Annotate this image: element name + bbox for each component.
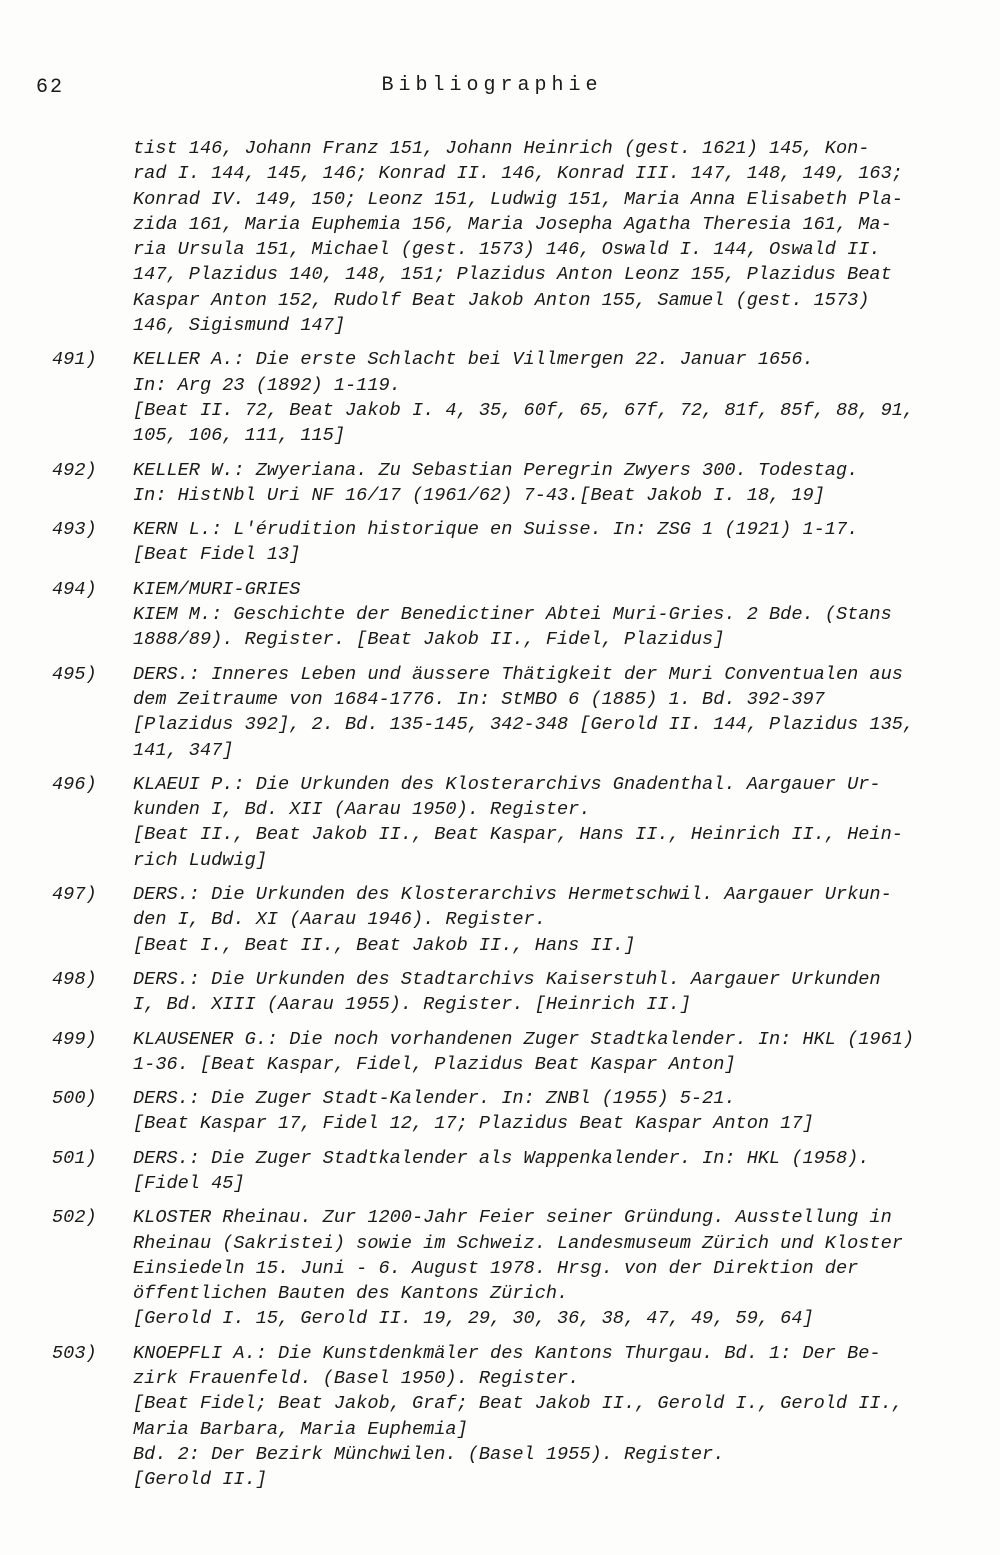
- entry-line: Einsiedeln 15. Juni - 6. August 1978. Hrsg. von der Direktion der: [133, 1257, 859, 1279]
- page-number: 62: [36, 76, 65, 99]
- entry-line: dem Zeitraume von 1684-1776. In: StMBO 6 (1885) 1. Bd. 392-397: [133, 688, 825, 710]
- entry-row: [0, 577, 1000, 653]
- entry-line: den I, Bd. XI (Aarau 1946). Register.: [133, 909, 546, 931]
- entry-lines: [133, 882, 1000, 958]
- entry-lines: [133, 1086, 1000, 1137]
- entry-line: [Beat Fidel 13]: [133, 544, 301, 566]
- entry-line: I, Bd. XIII (Aarau 1955). Register. [Heinrich II.]: [133, 994, 691, 1016]
- entry-line: KERN L.: L'érudition historique en Suisse. In: ZSG 1 (1921) 1-17.: [133, 519, 859, 541]
- entry-line: [Beat Fidel; Beat Jakob, Graf; Beat Jakob II., Gerold I., Gerold II.,: [133, 1393, 903, 1415]
- entry-line: Rheinau (Sakristei) sowie im Schweiz. Landesmuseum Zürich und Kloster: [133, 1232, 903, 1254]
- entry-row: [0, 347, 1000, 448]
- entry-number: 497): [52, 884, 97, 906]
- entry-line: [Fidel 45]: [133, 1172, 245, 1194]
- entry-number: 496): [52, 773, 97, 795]
- entry-number: 501): [52, 1147, 97, 1169]
- entry-line: zirk Frauenfeld. (Basel 1950). Register.: [133, 1368, 580, 1390]
- entry-lines: [133, 967, 1000, 1018]
- entry-lines: [133, 1027, 1000, 1078]
- entry-line: Kaspar Anton 152, Rudolf Beat Jakob Anton 155, Samuel (gest. 1573): [133, 289, 870, 311]
- entry-line: [Gerold II.]: [133, 1469, 267, 1491]
- entry-line: [Beat II., Beat Jakob II., Beat Kaspar, Hans II., Heinrich II., Hein-: [133, 824, 903, 846]
- entry-line: 147, Plazidus 140, 148, 151; Plazidus Anton Leonz 155, Plazidus Beat: [133, 264, 892, 286]
- entry-line: [Beat Kaspar 17, Fidel 12, 17; Plazidus Beat Kaspar Anton 17]: [133, 1113, 814, 1135]
- entry-row: [0, 1027, 1000, 1078]
- entry-lines: [133, 347, 1000, 448]
- entry-number: 502): [52, 1207, 97, 1229]
- entry-line: Konrad IV. 149, 150; Leonz 151, Ludwig 151, Maria Anna Elisabeth Pla-: [133, 188, 903, 210]
- entry-line: 105, 106, 111, 115]: [133, 425, 346, 447]
- entry-line: KLAUSENER G.: Die noch vorhandenen Zuger Stadtkalender. In: HKL (1961): [133, 1028, 915, 1050]
- entry-row: [0, 458, 1000, 509]
- entry-line: DERS.: Inneres Leben und äussere Thätigkeit der Muri Conventualen aus: [133, 663, 903, 685]
- page-header: [0, 74, 1000, 104]
- entry-line: DERS.: Die Zuger Stadtkalender als Wappenkalender. In: HKL (1958).: [133, 1147, 870, 1169]
- entry-lines: [133, 1146, 1000, 1197]
- entry-line: Maria Barbara, Maria Euphemia]: [133, 1418, 468, 1440]
- entry-number: [0, 136, 133, 338]
- entry-row: [0, 662, 1000, 763]
- entry-line: KELLER W.: Zwyeriana. Zu Sebastian Peregrin Zwyers 300. Todestag.: [133, 459, 859, 481]
- entry-line: zida 161, Maria Euphemia 156, Maria Josepha Agatha Theresia 161, Ma-: [133, 213, 892, 235]
- entry-line: KNOEPFLI A.: Die Kunstdenkmäler des Kantons Thurgau. Bd. 1: Der Be-: [133, 1342, 881, 1364]
- entry-line: In: Arg 23 (1892) 1-119.: [133, 374, 401, 396]
- entry-lines: [133, 458, 1000, 509]
- entry-line: [Plazidus 392], 2. Bd. 135-145, 342-348 [Gerold II. 144, Plazidus 135,: [133, 714, 915, 736]
- entry-lines: [133, 1341, 1000, 1493]
- entry-number: 498): [52, 968, 97, 990]
- entry-line: ria Ursula 151, Michael (gest. 1573) 146, Oswald I. 144, Oswald II.: [133, 239, 881, 261]
- entry-line: KIEM M.: Geschichte der Benedictiner Abtei Muri-Gries. 2 Bde. (Stans: [133, 604, 892, 626]
- entry-number: 492): [52, 459, 97, 481]
- entry-line: tist 146, Johann Franz 151, Johann Heinrich (gest. 1621) 145, Kon-: [133, 138, 870, 159]
- entry-line: 141, 347]: [133, 739, 234, 761]
- entry-line: KIEM/MURI-GRIES: [133, 578, 301, 600]
- entry-row: [0, 1205, 1000, 1331]
- entry-number: 494): [52, 578, 97, 600]
- entry-line: DERS.: Die Urkunden des Stadtarchivs Kaiserstuhl. Aargauer Urkunden: [133, 968, 881, 990]
- entry-row: [0, 1086, 1000, 1137]
- entry-line: DERS.: Die Urkunden des Klosterarchivs Hermetschwil. Aargauer Urkun-: [133, 884, 892, 906]
- entry-row: [0, 772, 1000, 873]
- entry-line: rich Ludwig]: [133, 849, 267, 871]
- entry-line: DERS.: Die Zuger Stadt-Kalender. In: ZNBl (1955) 5-21.: [133, 1088, 736, 1110]
- entry-number: 500): [52, 1088, 97, 1110]
- entry-row: [0, 517, 1000, 568]
- entry-line: 1-36. [Beat Kaspar, Fidel, Plazidus Beat Kaspar Anton]: [133, 1053, 736, 1075]
- entry-line: [Beat II. 72, Beat Jakob I. 4, 35, 60f, 65, 67f, 72, 81f, 85f, 88, 91,: [133, 399, 915, 421]
- page-title: Bibliographie: [381, 74, 603, 97]
- entry-number: 499): [52, 1028, 97, 1050]
- entry-line: KLOSTER Rheinau. Zur 1200-Jahr Feier seiner Gründung. Ausstellung in: [133, 1207, 892, 1229]
- entry-number: 493): [52, 519, 97, 541]
- entry-row: [0, 967, 1000, 1018]
- entry-line: [Gerold I. 15, Gerold II. 19, 29, 30, 36, 38, 47, 49, 59, 64]: [133, 1308, 814, 1330]
- entry-line: KLAEUI P.: Die Urkunden des Klosterarchivs Gnadenthal. Aargauer Ur-: [133, 773, 881, 795]
- entry-lines: [133, 662, 1000, 763]
- entry-number: 503): [52, 1342, 97, 1364]
- entry-lines: [133, 772, 1000, 873]
- entry-lines: [133, 136, 1000, 338]
- entry-lines: [133, 1205, 1000, 1331]
- entry-line: rad I. 144, 145, 146; Konrad II. 146, Konrad III. 147, 148, 149, 163;: [133, 163, 903, 185]
- entry-list: [0, 136, 1000, 1502]
- entry-lines: [133, 577, 1000, 653]
- entry-line: In: HistNbl Uri NF 16/17 (1961/62) 7-43.[Beat Jakob I. 18, 19]: [133, 484, 825, 506]
- entry-row: [0, 882, 1000, 958]
- entry-line: 146, Sigismund 147]: [133, 315, 346, 337]
- entry-line: 1888/89). Register. [Beat Jakob II., Fidel, Plazidus]: [133, 629, 725, 651]
- entry-line: KELLER A.: Die erste Schlacht bei Villmergen 22. Januar 1656.: [133, 349, 814, 371]
- entry-line: [Beat I., Beat II., Beat Jakob II., Hans II.]: [133, 934, 636, 956]
- entry-line: öffentlichen Bauten des Kantons Zürich.: [133, 1283, 569, 1305]
- entry-number: 495): [52, 663, 97, 685]
- entry-row: [0, 136, 1000, 338]
- entry-lines: [133, 517, 1000, 568]
- entry-row: [0, 1341, 1000, 1493]
- entry-number: 491): [52, 349, 97, 371]
- entry-line: kunden I, Bd. XII (Aarau 1950). Register.: [133, 799, 591, 821]
- entry-row: [0, 1146, 1000, 1197]
- entry-line: Bd. 2: Der Bezirk Münchwilen. (Basel 1955). Register.: [133, 1443, 725, 1465]
